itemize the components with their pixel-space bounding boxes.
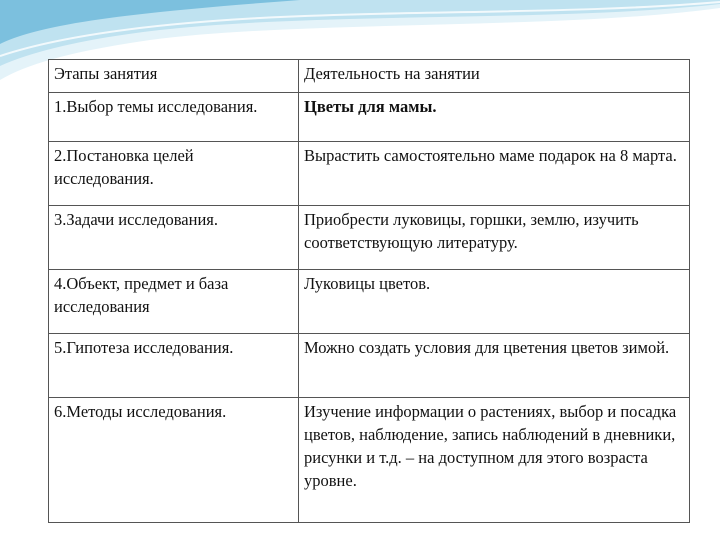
stage-cell: 1.Выбор темы исследования.	[49, 93, 299, 142]
table-row	[49, 142, 690, 206]
table-row	[49, 93, 690, 142]
stage-cell: 3.Задачи исследования.	[49, 206, 299, 270]
table-row	[49, 334, 690, 398]
activity-cell: Цветы для мамы.	[299, 93, 690, 142]
activity-cell: Приобрести луковицы, горшки, землю, изучить соответствующую литературу.	[299, 206, 690, 270]
table-row	[49, 270, 690, 334]
lesson-stages-table	[48, 59, 690, 523]
table-row	[49, 206, 690, 270]
activity-cell: Луковицы цветов.	[299, 270, 690, 334]
stage-cell: 4.Объект, предмет и база исследования	[49, 270, 299, 334]
stage-cell: 2.Постановка целей исследования.	[49, 142, 299, 206]
stage-cell: 5.Гипотеза исследования.	[49, 334, 299, 398]
header-activity: Деятельность на занятии	[299, 60, 690, 93]
stage-cell: 6.Методы исследования.	[49, 398, 299, 523]
activity-cell: Можно создать условия для цветения цветов зимой.	[299, 334, 690, 398]
activity-cell: Вырастить самостоятельно маме подарок на 8 марта.	[299, 142, 690, 206]
header-stages: Этапы занятия	[49, 60, 299, 93]
activity-cell: Изучение информации о растениях, выбор и посадка цветов, наблюдение, запись наблюдений в дневники, рисунки и т.д. – на доступном для этого возраста уровне.	[299, 398, 690, 523]
table-header-row	[49, 60, 690, 93]
table-row	[49, 398, 690, 523]
